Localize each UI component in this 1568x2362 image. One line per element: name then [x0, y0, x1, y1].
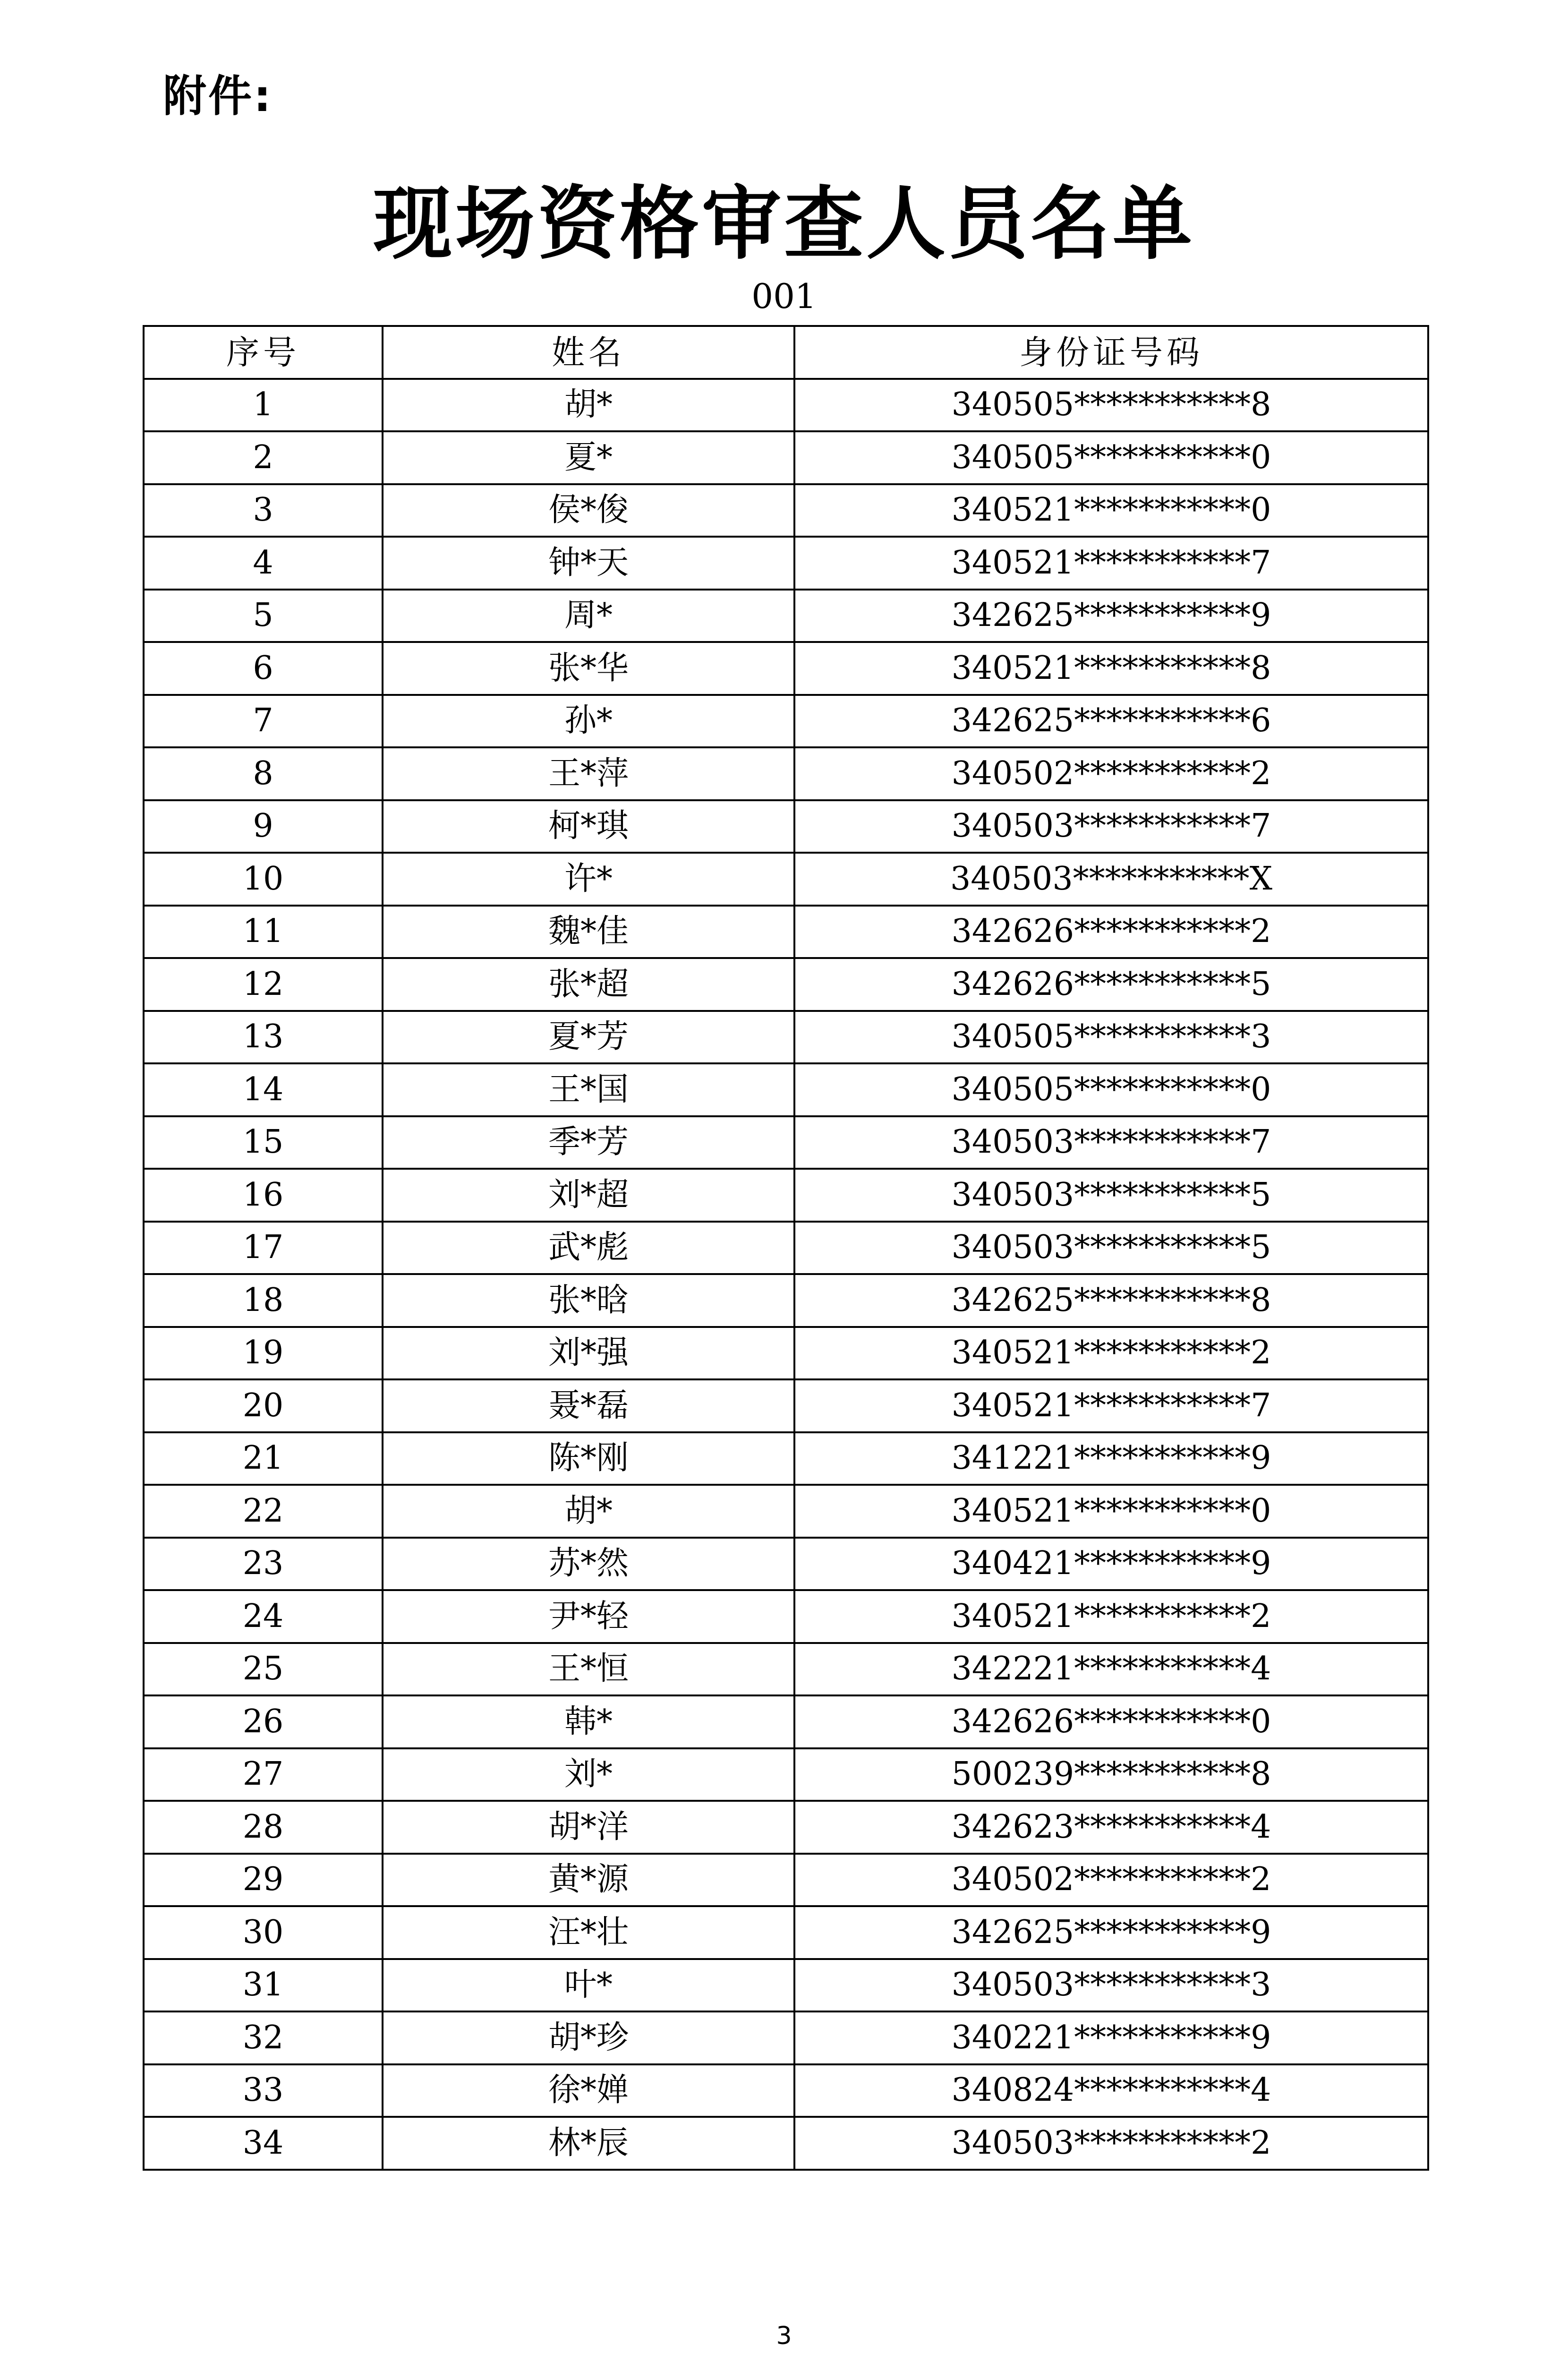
cell-id-number: 340521***********8: [794, 642, 1428, 695]
list-code: 001: [751, 276, 817, 316]
page-number: 3: [776, 2322, 792, 2350]
table-row: [144, 1485, 1428, 1538]
cell-name: 许*: [383, 853, 794, 906]
cell-serial: 11: [144, 906, 383, 958]
cell-name: 陈*刚: [383, 1432, 794, 1485]
cell-id-number: 340521***********7: [794, 537, 1428, 590]
cell-name: 夏*: [383, 431, 794, 484]
table-row: [144, 1011, 1428, 1064]
cell-id-number: 340503***********7: [794, 800, 1428, 853]
cell-id-number: 340521***********0: [794, 1485, 1428, 1538]
cell-id-number: 340421***********9: [794, 1538, 1428, 1591]
cell-serial: 30: [144, 1906, 383, 1959]
table-row: [144, 747, 1428, 800]
cell-serial: 12: [144, 958, 383, 1011]
table-row: [144, 1169, 1428, 1222]
cell-name: 张*超: [383, 958, 794, 1011]
cell-id-number: 340521***********2: [794, 1590, 1428, 1643]
cell-id-number: 340503***********7: [794, 1116, 1428, 1169]
cell-name: 周*: [383, 590, 794, 642]
cell-serial: 8: [144, 747, 383, 800]
cell-serial: 31: [144, 1959, 383, 2012]
cell-name: 胡*珍: [383, 2011, 794, 2064]
cell-serial: 7: [144, 695, 383, 748]
attachment-label: 附件:: [163, 71, 273, 121]
cell-name: 聂*磊: [383, 1379, 794, 1432]
cell-name: 汪*壮: [383, 1906, 794, 1959]
table-row: [144, 1327, 1428, 1380]
cell-serial: 25: [144, 1643, 383, 1696]
table-row: [144, 1801, 1428, 1854]
table-row: [144, 537, 1428, 590]
roster-table: [143, 325, 1429, 2171]
cell-id-number: 342221***********4: [794, 1643, 1428, 1696]
cell-serial: 4: [144, 537, 383, 590]
cell-serial: 23: [144, 1538, 383, 1591]
cell-serial: 27: [144, 1748, 383, 1801]
cell-name: 侯*俊: [383, 484, 794, 537]
table-row: [144, 906, 1428, 958]
cell-name: 徐*婵: [383, 2064, 794, 2117]
cell-id-number: 342625***********9: [794, 590, 1428, 642]
cell-id-number: 340521***********2: [794, 1327, 1428, 1380]
cell-name: 苏*然: [383, 1538, 794, 1591]
table-row: [144, 2117, 1428, 2170]
cell-serial: 33: [144, 2064, 383, 2117]
table-row: [144, 1854, 1428, 1907]
cell-name: 林*辰: [383, 2117, 794, 2170]
cell-serial: 26: [144, 1695, 383, 1748]
cell-serial: 3: [144, 484, 383, 537]
cell-id-number: 342625***********9: [794, 1906, 1428, 1959]
header-id-number: 身份证号码: [794, 326, 1428, 379]
cell-serial: 22: [144, 1485, 383, 1538]
cell-serial: 6: [144, 642, 383, 695]
cell-serial: 15: [144, 1116, 383, 1169]
table-row: [144, 1116, 1428, 1169]
cell-name: 刘*超: [383, 1169, 794, 1222]
table-header-row: [144, 326, 1428, 379]
cell-id-number: 342626***********5: [794, 958, 1428, 1011]
header-name: 姓名: [383, 326, 794, 379]
cell-id-number: 340221***********9: [794, 2011, 1428, 2064]
cell-name: 胡*洋: [383, 1801, 794, 1854]
table-row: [144, 1063, 1428, 1116]
table-row: [144, 1695, 1428, 1748]
cell-id-number: 340521***********0: [794, 484, 1428, 537]
cell-name: 夏*芳: [383, 1011, 794, 1064]
cell-serial: 29: [144, 1854, 383, 1907]
cell-name: 王*国: [383, 1063, 794, 1116]
document-title: 现场资格审查人员名单: [373, 177, 1195, 270]
cell-serial: 2: [144, 431, 383, 484]
table-row: [144, 1748, 1428, 1801]
cell-serial: 24: [144, 1590, 383, 1643]
cell-id-number: 340502***********2: [794, 1854, 1428, 1907]
table-row: [144, 642, 1428, 695]
cell-serial: 34: [144, 2117, 383, 2170]
cell-name: 黄*源: [383, 1854, 794, 1907]
cell-serial: 28: [144, 1801, 383, 1854]
cell-serial: 32: [144, 2011, 383, 2064]
cell-name: 尹*轻: [383, 1590, 794, 1643]
table-row: [144, 1274, 1428, 1327]
table-row: [144, 1432, 1428, 1485]
cell-id-number: 341221***********9: [794, 1432, 1428, 1485]
cell-serial: 13: [144, 1011, 383, 1064]
cell-name: 王*恒: [383, 1643, 794, 1696]
cell-id-number: 340505***********0: [794, 1063, 1428, 1116]
table-row: [144, 2011, 1428, 2064]
table-row: [144, 1222, 1428, 1275]
table-row: [144, 958, 1428, 1011]
cell-serial: 9: [144, 800, 383, 853]
table-row: [144, 853, 1428, 906]
cell-serial: 17: [144, 1222, 383, 1275]
cell-name: 胡*: [383, 1485, 794, 1538]
cell-serial: 10: [144, 853, 383, 906]
cell-name: 刘*: [383, 1748, 794, 1801]
cell-id-number: 342626***********2: [794, 906, 1428, 958]
cell-id-number: 340503***********5: [794, 1169, 1428, 1222]
cell-name: 张*华: [383, 642, 794, 695]
cell-name: 柯*琪: [383, 800, 794, 853]
cell-name: 韩*: [383, 1695, 794, 1748]
cell-name: 叶*: [383, 1959, 794, 2012]
cell-id-number: 340521***********7: [794, 1379, 1428, 1432]
cell-name: 张*晗: [383, 1274, 794, 1327]
table-row: [144, 1590, 1428, 1643]
cell-name: 季*芳: [383, 1116, 794, 1169]
cell-id-number: 340503***********5: [794, 1222, 1428, 1275]
cell-id-number: 340505***********3: [794, 1011, 1428, 1064]
table-row: [144, 1538, 1428, 1591]
cell-name: 刘*强: [383, 1327, 794, 1380]
cell-serial: 18: [144, 1274, 383, 1327]
cell-serial: 21: [144, 1432, 383, 1485]
table-row: [144, 1906, 1428, 1959]
table-row: [144, 695, 1428, 748]
table-row: [144, 1643, 1428, 1696]
cell-name: 孙*: [383, 695, 794, 748]
cell-id-number: 340505***********0: [794, 431, 1428, 484]
cell-id-number: 340502***********2: [794, 747, 1428, 800]
cell-name: 钟*天: [383, 537, 794, 590]
cell-name: 王*萍: [383, 747, 794, 800]
cell-serial: 14: [144, 1063, 383, 1116]
cell-id-number: 340503***********X: [794, 853, 1428, 906]
cell-id-number: 342626***********0: [794, 1695, 1428, 1748]
table-row: [144, 484, 1428, 537]
cell-id-number: 342625***********6: [794, 695, 1428, 748]
cell-serial: 19: [144, 1327, 383, 1380]
cell-id-number: 340505***********8: [794, 379, 1428, 432]
cell-id-number: 342623***********4: [794, 1801, 1428, 1854]
table-row: [144, 379, 1428, 432]
cell-id-number: 500239***********8: [794, 1748, 1428, 1801]
cell-id-number: 340824***********4: [794, 2064, 1428, 2117]
table-row: [144, 1959, 1428, 2012]
cell-id-number: 340503***********3: [794, 1959, 1428, 2012]
table-row: [144, 431, 1428, 484]
cell-serial: 1: [144, 379, 383, 432]
header-serial: 序号: [144, 326, 383, 379]
table-row: [144, 2064, 1428, 2117]
cell-id-number: 340503***********2: [794, 2117, 1428, 2170]
cell-serial: 16: [144, 1169, 383, 1222]
table-row: [144, 1379, 1428, 1432]
table-row: [144, 800, 1428, 853]
table-row: [144, 590, 1428, 642]
cell-name: 胡*: [383, 379, 794, 432]
cell-serial: 5: [144, 590, 383, 642]
cell-name: 武*彪: [383, 1222, 794, 1275]
cell-name: 魏*佳: [383, 906, 794, 958]
cell-serial: 20: [144, 1379, 383, 1432]
cell-id-number: 342625***********8: [794, 1274, 1428, 1327]
